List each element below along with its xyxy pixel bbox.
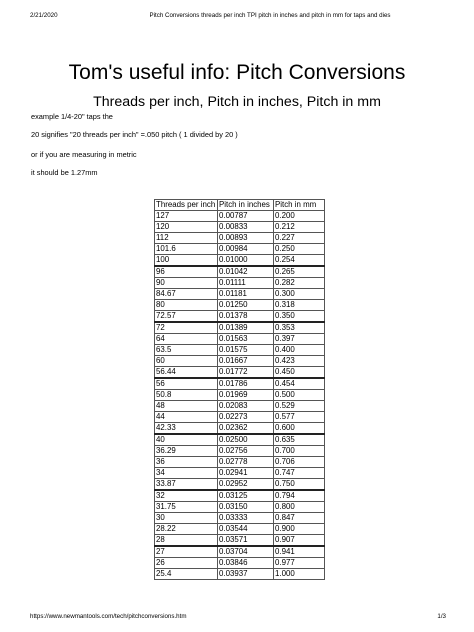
cell-tpi: 25.4 — [155, 569, 218, 580]
table-row — [155, 446, 325, 457]
cell-pitch-mm: 0.350 — [274, 311, 325, 323]
cell-pitch-mm: 0.977 — [274, 558, 325, 569]
page-title: Tom's useful info: Pitch Conversions — [68, 61, 406, 84]
table-row — [155, 233, 325, 244]
cell-tpi: 31.75 — [155, 502, 218, 513]
intro-line-4: it should be 1.27mm — [31, 168, 98, 177]
cell-pitch-inches: 0.03846 — [218, 558, 274, 569]
cell-pitch-mm: 0.250 — [274, 244, 325, 255]
cell-pitch-inches: 0.02500 — [218, 434, 274, 446]
table-row — [155, 558, 325, 569]
cell-pitch-mm: 0.907 — [274, 535, 325, 547]
table-row — [155, 289, 325, 300]
cell-pitch-mm: 0.450 — [274, 367, 325, 379]
cell-tpi: 40 — [155, 434, 218, 446]
cell-pitch-mm: 0.200 — [274, 211, 325, 222]
cell-pitch-mm: 0.318 — [274, 300, 325, 311]
cell-pitch-mm: 0.747 — [274, 468, 325, 479]
cell-tpi: 33.87 — [155, 479, 218, 491]
cell-pitch-inches: 0.01772 — [218, 367, 274, 379]
cell-tpi: 28 — [155, 535, 218, 547]
cell-pitch-mm: 0.300 — [274, 289, 325, 300]
cell-pitch-inches: 0.00984 — [218, 244, 274, 255]
cell-pitch-inches: 0.03571 — [218, 535, 274, 547]
table-row — [155, 546, 325, 558]
cell-pitch-mm: 0.700 — [274, 446, 325, 457]
cell-pitch-inches: 0.01969 — [218, 390, 274, 401]
table-row — [155, 378, 325, 390]
table-row — [155, 490, 325, 502]
cell-tpi: 84.67 — [155, 289, 218, 300]
table-row — [155, 367, 325, 379]
cell-pitch-mm: 0.600 — [274, 423, 325, 435]
cell-pitch-inches: 0.01000 — [218, 255, 274, 267]
cell-tpi: 80 — [155, 300, 218, 311]
cell-pitch-mm: 0.500 — [274, 390, 325, 401]
table-row — [155, 311, 325, 323]
table-row — [155, 479, 325, 491]
table-row — [155, 356, 325, 367]
cell-tpi: 26 — [155, 558, 218, 569]
cell-pitch-mm: 0.212 — [274, 222, 325, 233]
cell-pitch-inches: 0.01250 — [218, 300, 274, 311]
cell-pitch-mm: 1.000 — [274, 569, 325, 580]
cell-tpi: 96 — [155, 266, 218, 278]
intro-line-1: example 1/4-20" taps the — [31, 112, 113, 121]
print-page-title: Pitch Conversions threads per inch TPI pitch in inches and pitch in mm for taps and dies — [149, 12, 391, 19]
table-row — [155, 266, 325, 278]
table-row — [155, 244, 325, 255]
cell-pitch-inches: 0.01111 — [218, 278, 274, 289]
table-row — [155, 457, 325, 468]
cell-pitch-inches: 0.01181 — [218, 289, 274, 300]
cell-pitch-inches: 0.01575 — [218, 345, 274, 356]
table-row — [155, 524, 325, 535]
cell-tpi: 48 — [155, 401, 218, 412]
cell-tpi: 44 — [155, 412, 218, 423]
print-url: https://www.newmantools.com/tech/pitchconversions.htm — [30, 613, 187, 620]
cell-pitch-mm: 0.254 — [274, 255, 325, 267]
cell-pitch-mm: 0.400 — [274, 345, 325, 356]
table-row — [155, 222, 325, 233]
print-date: 2/21/2020 — [30, 12, 58, 19]
cell-pitch-mm: 0.941 — [274, 546, 325, 558]
table-row — [155, 322, 325, 334]
table-header-row — [155, 200, 325, 211]
cell-tpi: 112 — [155, 233, 218, 244]
cell-pitch-inches: 0.03150 — [218, 502, 274, 513]
cell-tpi: 28.22 — [155, 524, 218, 535]
cell-pitch-inches: 0.02778 — [218, 457, 274, 468]
cell-tpi: 100 — [155, 255, 218, 267]
cell-tpi: 56 — [155, 378, 218, 390]
intro-line-2: 20 signifies "20 threads per inch" =.050 pitch ( 1 divided by 20 ) — [31, 130, 238, 139]
cell-pitch-inches: 0.03937 — [218, 569, 274, 580]
cell-pitch-mm: 0.423 — [274, 356, 325, 367]
cell-pitch-inches: 0.03125 — [218, 490, 274, 502]
cell-tpi: 30 — [155, 513, 218, 524]
cell-pitch-mm: 0.706 — [274, 457, 325, 468]
column-header-tpi: Threads per inch — [155, 200, 218, 211]
cell-tpi: 101.6 — [155, 244, 218, 255]
cell-tpi: 72.57 — [155, 311, 218, 323]
cell-pitch-mm: 0.635 — [274, 434, 325, 446]
column-header-pitch-mm: Pitch in mm — [274, 200, 325, 211]
cell-tpi: 56.44 — [155, 367, 218, 379]
cell-tpi: 36.29 — [155, 446, 218, 457]
table-row — [155, 434, 325, 446]
cell-tpi: 90 — [155, 278, 218, 289]
page-subtitle: Threads per inch, Pitch in inches, Pitch in mm — [93, 94, 381, 110]
table-row — [155, 211, 325, 222]
cell-pitch-mm: 0.900 — [274, 524, 325, 535]
cell-pitch-mm: 0.265 — [274, 266, 325, 278]
cell-tpi: 34 — [155, 468, 218, 479]
cell-tpi: 36 — [155, 457, 218, 468]
cell-pitch-inches: 0.02756 — [218, 446, 274, 457]
cell-pitch-mm: 0.577 — [274, 412, 325, 423]
cell-pitch-inches: 0.01667 — [218, 356, 274, 367]
cell-pitch-inches: 0.02273 — [218, 412, 274, 423]
table-row — [155, 345, 325, 356]
cell-pitch-inches: 0.01378 — [218, 311, 274, 323]
cell-pitch-mm: 0.397 — [274, 334, 325, 345]
column-header-pitch-inches: Pitch in inches — [218, 200, 274, 211]
cell-tpi: 127 — [155, 211, 218, 222]
cell-pitch-mm: 0.282 — [274, 278, 325, 289]
cell-pitch-inches: 0.02952 — [218, 479, 274, 491]
cell-pitch-inches: 0.02083 — [218, 401, 274, 412]
table-body — [155, 211, 325, 580]
intro-line-3: or if you are measuring in metric — [31, 150, 137, 159]
table-row — [155, 535, 325, 547]
cell-pitch-mm: 0.454 — [274, 378, 325, 390]
table-row — [155, 513, 325, 524]
cell-pitch-inches: 0.00787 — [218, 211, 274, 222]
print-page-number: 1/3 — [437, 613, 446, 620]
cell-pitch-mm: 0.227 — [274, 233, 325, 244]
table-row — [155, 300, 325, 311]
cell-pitch-inches: 0.03704 — [218, 546, 274, 558]
table-row — [155, 502, 325, 513]
table-row — [155, 412, 325, 423]
cell-tpi: 42.33 — [155, 423, 218, 435]
table-row — [155, 468, 325, 479]
cell-pitch-inches: 0.01042 — [218, 266, 274, 278]
cell-tpi: 63.5 — [155, 345, 218, 356]
cell-tpi: 72 — [155, 322, 218, 334]
cell-tpi: 50.8 — [155, 390, 218, 401]
pitch-conversion-table — [154, 199, 325, 580]
cell-tpi: 120 — [155, 222, 218, 233]
cell-pitch-mm: 0.750 — [274, 479, 325, 491]
cell-pitch-inches: 0.03333 — [218, 513, 274, 524]
table-row — [155, 334, 325, 345]
cell-pitch-mm: 0.529 — [274, 401, 325, 412]
cell-pitch-mm: 0.800 — [274, 502, 325, 513]
table-row — [155, 423, 325, 435]
cell-tpi: 64 — [155, 334, 218, 345]
cell-tpi: 27 — [155, 546, 218, 558]
cell-pitch-inches: 0.00893 — [218, 233, 274, 244]
cell-pitch-inches: 0.00833 — [218, 222, 274, 233]
cell-tpi: 32 — [155, 490, 218, 502]
cell-pitch-inches: 0.03544 — [218, 524, 274, 535]
table-row — [155, 390, 325, 401]
cell-pitch-inches: 0.01389 — [218, 322, 274, 334]
table-row — [155, 401, 325, 412]
cell-pitch-mm: 0.847 — [274, 513, 325, 524]
cell-pitch-inches: 0.01563 — [218, 334, 274, 345]
table-row — [155, 278, 325, 289]
cell-pitch-inches: 0.02362 — [218, 423, 274, 435]
cell-pitch-inches: 0.01786 — [218, 378, 274, 390]
table-row — [155, 569, 325, 580]
cell-pitch-mm: 0.353 — [274, 322, 325, 334]
cell-pitch-inches: 0.02941 — [218, 468, 274, 479]
table-row — [155, 255, 325, 267]
cell-pitch-mm: 0.794 — [274, 490, 325, 502]
cell-tpi: 60 — [155, 356, 218, 367]
